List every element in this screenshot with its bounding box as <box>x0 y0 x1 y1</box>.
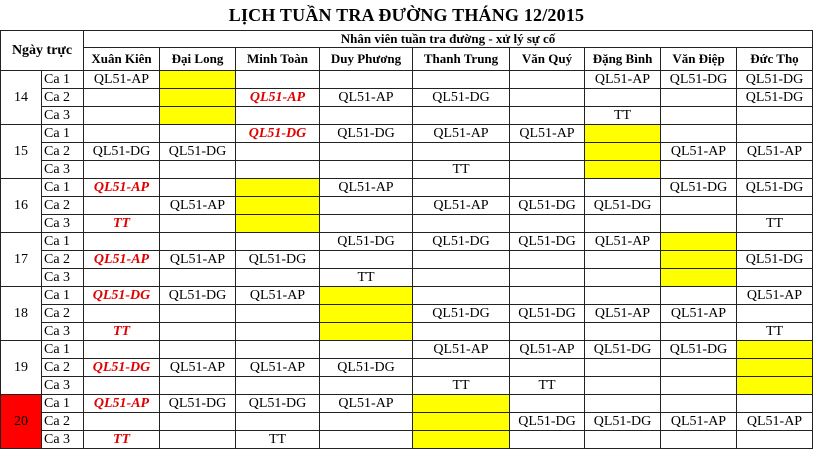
off-duty-cell <box>413 413 510 431</box>
schedule-cell <box>510 287 585 305</box>
schedule-cell: QL51-AP <box>236 287 320 305</box>
schedule-cell <box>160 341 236 359</box>
off-duty-cell <box>737 377 813 395</box>
schedule-cell: QL51-DG <box>737 89 813 107</box>
schedule-cell <box>413 215 510 233</box>
schedule-cell <box>585 359 661 377</box>
schedule-cell: QL51-DG <box>661 179 737 197</box>
schedule-cell: QL51-AP <box>585 305 661 323</box>
schedule-cell: QL51-AP <box>84 179 160 197</box>
schedule-cell <box>84 377 160 395</box>
schedule-cell: QL51-AP <box>160 251 236 269</box>
schedule-cell: QL51-DG <box>510 413 585 431</box>
schedule-cell: QL51-AP <box>84 71 160 89</box>
day-cell: 16 <box>1 179 42 233</box>
shift-label: Ca 1 <box>42 233 84 251</box>
schedule-cell <box>160 377 236 395</box>
schedule-cell <box>160 431 236 449</box>
schedule-cell <box>84 341 160 359</box>
schedule-cell: QL51-AP <box>585 233 661 251</box>
schedule-cell <box>661 215 737 233</box>
schedule-cell: QL51-DG <box>661 341 737 359</box>
schedule-cell <box>84 89 160 107</box>
schedule-cell <box>510 179 585 197</box>
schedule-row <box>1 89 813 107</box>
schedule-cell: QL51-DG <box>413 305 510 323</box>
schedule-cell <box>510 107 585 125</box>
schedule-cell <box>585 179 661 197</box>
schedule-cell: TT <box>413 161 510 179</box>
schedule-cell <box>320 71 413 89</box>
schedule-cell <box>661 377 737 395</box>
schedule-cell: QL51-DG <box>236 125 320 143</box>
schedule-cell <box>737 107 813 125</box>
schedule-cell <box>510 395 585 413</box>
schedule-cell: QL51-AP <box>160 197 236 215</box>
shift-label: Ca 1 <box>42 341 84 359</box>
shift-label: Ca 3 <box>42 269 84 287</box>
schedule-cell <box>84 413 160 431</box>
schedule-cell <box>510 269 585 287</box>
schedule-cell: TT <box>84 431 160 449</box>
schedule-cell <box>236 341 320 359</box>
schedule-cell <box>510 143 585 161</box>
schedule-cell <box>585 323 661 341</box>
schedule-cell <box>413 287 510 305</box>
shift-label: Ca 3 <box>42 431 84 449</box>
schedule-cell: TT <box>236 431 320 449</box>
staff-header: Xuân Kiên <box>84 48 160 71</box>
shift-label: Ca 3 <box>42 323 84 341</box>
schedule-cell: QL51-AP <box>84 251 160 269</box>
off-duty-cell <box>320 323 413 341</box>
schedule-cell: QL51-AP <box>413 341 510 359</box>
off-duty-cell <box>661 269 737 287</box>
schedule-cell <box>236 269 320 287</box>
staff-header: Minh Toàn <box>236 48 320 71</box>
schedule-cell <box>585 377 661 395</box>
schedule-cell <box>585 89 661 107</box>
schedule-cell <box>160 305 236 323</box>
off-duty-cell <box>320 305 413 323</box>
off-duty-cell <box>585 143 661 161</box>
schedule-cell <box>661 107 737 125</box>
schedule-row <box>1 395 813 413</box>
schedule-cell: QL51-AP <box>661 413 737 431</box>
schedule-cell: QL51-AP <box>320 89 413 107</box>
schedule-cell <box>320 107 413 125</box>
schedule-cell <box>236 143 320 161</box>
schedule-cell <box>413 359 510 377</box>
off-duty-cell <box>661 233 737 251</box>
schedule-cell <box>236 413 320 431</box>
schedule-cell: TT <box>320 269 413 287</box>
schedule-cell: QL51-AP <box>737 287 813 305</box>
schedule-cell <box>413 71 510 89</box>
day-cell: 15 <box>1 125 42 179</box>
off-duty-cell <box>661 251 737 269</box>
schedule-cell <box>661 323 737 341</box>
schedule-cell <box>160 215 236 233</box>
schedule-cell: QL51-AP <box>413 125 510 143</box>
schedule-cell <box>84 197 160 215</box>
schedule-cell: QL51-AP <box>320 179 413 197</box>
schedule-cell <box>320 197 413 215</box>
day-cell: 18 <box>1 287 42 341</box>
schedule-row <box>1 197 813 215</box>
schedule-cell: QL51-DG <box>585 413 661 431</box>
schedule-row <box>1 107 813 125</box>
schedule-cell <box>413 251 510 269</box>
schedule-cell <box>737 125 813 143</box>
shift-label: Ca 2 <box>42 89 84 107</box>
schedule-cell: QL51-DG <box>510 197 585 215</box>
schedule-row <box>1 143 813 161</box>
staff-header: Văn Điệp <box>661 48 737 71</box>
schedule-cell <box>661 125 737 143</box>
shift-label: Ca 2 <box>42 143 84 161</box>
schedule-row <box>1 269 813 287</box>
schedule-cell: QL51-AP <box>413 197 510 215</box>
schedule-cell <box>160 323 236 341</box>
staff-header: Đặng Bình <box>585 48 661 71</box>
schedule-cell <box>510 323 585 341</box>
schedule-cell: QL51-AP <box>510 341 585 359</box>
schedule-cell <box>320 215 413 233</box>
schedule-row <box>1 71 813 89</box>
shift-label: Ca 2 <box>42 305 84 323</box>
schedule-cell: TT <box>84 215 160 233</box>
schedule-cell <box>737 233 813 251</box>
day-cell: 14 <box>1 71 42 125</box>
schedule-cell <box>585 287 661 305</box>
schedule-table <box>0 30 813 449</box>
schedule-cell: QL51-DG <box>737 179 813 197</box>
schedule-cell: TT <box>84 323 160 341</box>
schedule-cell <box>320 377 413 395</box>
off-duty-cell <box>413 431 510 449</box>
schedule-cell <box>160 269 236 287</box>
schedule-cell <box>737 305 813 323</box>
schedule-cell: QL51-DG <box>236 395 320 413</box>
schedule-cell: QL51-DG <box>320 125 413 143</box>
off-duty-cell <box>737 341 813 359</box>
schedule-row <box>1 287 813 305</box>
schedule-cell: QL51-DG <box>661 71 737 89</box>
off-duty-cell <box>160 107 236 125</box>
schedule-cell <box>510 89 585 107</box>
schedule-cell <box>585 431 661 449</box>
schedule-cell <box>661 197 737 215</box>
schedule-cell <box>320 413 413 431</box>
shift-label: Ca 3 <box>42 107 84 125</box>
schedule-row <box>1 233 813 251</box>
schedule-cell: TT <box>585 107 661 125</box>
schedule-cell <box>236 323 320 341</box>
schedule-cell <box>84 233 160 251</box>
off-duty-cell <box>585 161 661 179</box>
schedule-cell <box>236 107 320 125</box>
schedule-cell <box>585 269 661 287</box>
schedule-row <box>1 179 813 197</box>
day-cell: 17 <box>1 233 42 287</box>
schedule-row <box>1 215 813 233</box>
page-title: LỊCH TUẦN TRA ĐƯỜNG THÁNG 12/2015 <box>228 5 585 25</box>
schedule-row <box>1 431 813 449</box>
schedule-cell <box>413 143 510 161</box>
schedule-row <box>1 341 813 359</box>
schedule-cell <box>160 125 236 143</box>
schedule-cell <box>737 197 813 215</box>
schedule-cell <box>585 215 661 233</box>
staff-header: Văn Quý <box>510 48 585 71</box>
schedule-cell: QL51-DG <box>737 251 813 269</box>
schedule-cell: QL51-AP <box>737 143 813 161</box>
off-duty-cell <box>160 71 236 89</box>
schedule-cell <box>661 287 737 305</box>
schedule-cell: QL51-DG <box>413 89 510 107</box>
day-cell: 20 <box>1 395 42 449</box>
schedule-row <box>1 125 813 143</box>
shift-label: Ca 1 <box>42 395 84 413</box>
shift-label: Ca 3 <box>42 161 84 179</box>
schedule-cell <box>84 269 160 287</box>
schedule-cell: QL51-DG <box>84 143 160 161</box>
off-duty-cell <box>737 359 813 377</box>
schedule-cell <box>413 269 510 287</box>
schedule-cell: QL51-AP <box>737 413 813 431</box>
schedule-cell <box>661 359 737 377</box>
schedule-cell: TT <box>737 215 813 233</box>
schedule-cell <box>585 251 661 269</box>
schedule-cell <box>413 107 510 125</box>
shift-label: Ca 3 <box>42 215 84 233</box>
schedule-cell: QL51-DG <box>84 287 160 305</box>
schedule-cell <box>160 233 236 251</box>
schedule-cell: QL51-DG <box>585 341 661 359</box>
schedule-cell <box>236 161 320 179</box>
schedule-cell: TT <box>413 377 510 395</box>
schedule-cell <box>320 143 413 161</box>
schedule-cell: QL51-DG <box>413 233 510 251</box>
schedule-cell: QL51-DG <box>585 197 661 215</box>
schedule-cell <box>510 251 585 269</box>
schedule-cell <box>661 161 737 179</box>
schedule-cell <box>661 89 737 107</box>
schedule-cell <box>737 395 813 413</box>
schedule-cell <box>413 323 510 341</box>
staff-header: Đại Long <box>160 48 236 71</box>
schedule-cell <box>510 71 585 89</box>
schedule-cell <box>737 269 813 287</box>
schedule-cell <box>236 305 320 323</box>
staff-header: Duy Phương <box>320 48 413 71</box>
schedule-row <box>1 323 813 341</box>
schedule-cell <box>320 341 413 359</box>
schedule-row <box>1 377 813 395</box>
schedule-cell: QL51-AP <box>510 125 585 143</box>
day-cell: 19 <box>1 341 42 395</box>
schedule-cell: QL51-DG <box>236 251 320 269</box>
ngay-truc-header: Ngày trực <box>1 31 84 71</box>
schedule-cell: QL51-DG <box>84 359 160 377</box>
schedule-cell <box>160 161 236 179</box>
schedule-cell <box>510 359 585 377</box>
staff-group-header: Nhân viên tuần tra đường - xử lý sự cố <box>84 31 813 48</box>
off-duty-cell <box>236 197 320 215</box>
schedule-cell: QL51-DG <box>737 71 813 89</box>
schedule-cell: QL51-DG <box>160 287 236 305</box>
schedule-row <box>1 161 813 179</box>
schedule-cell: QL51-DG <box>160 143 236 161</box>
schedule-cell: QL51-DG <box>160 395 236 413</box>
staff-header: Đức Thọ <box>737 48 813 71</box>
schedule-cell: QL51-DG <box>320 233 413 251</box>
schedule-cell: QL51-AP <box>661 305 737 323</box>
schedule-cell <box>236 233 320 251</box>
schedule-row <box>1 359 813 377</box>
shift-label: Ca 2 <box>42 413 84 431</box>
schedule-cell <box>320 251 413 269</box>
schedule-cell: QL51-AP <box>661 143 737 161</box>
schedule-row <box>1 413 813 431</box>
shift-label: Ca 1 <box>42 287 84 305</box>
off-duty-cell <box>320 287 413 305</box>
schedule-cell <box>160 413 236 431</box>
schedule-cell: QL51-AP <box>84 395 160 413</box>
schedule-cell <box>510 431 585 449</box>
off-duty-cell <box>413 395 510 413</box>
staff-header: Thanh Trung <box>413 48 510 71</box>
schedule-cell: QL51-DG <box>320 359 413 377</box>
schedule-cell <box>510 161 585 179</box>
off-duty-cell <box>236 179 320 197</box>
schedule-cell <box>160 179 236 197</box>
schedule-cell <box>236 377 320 395</box>
schedule-cell: TT <box>510 377 585 395</box>
shift-label: Ca 1 <box>42 71 84 89</box>
schedule-cell <box>320 431 413 449</box>
schedule-cell: TT <box>737 323 813 341</box>
shift-label: Ca 3 <box>42 377 84 395</box>
shift-label: Ca 1 <box>42 179 84 197</box>
schedule-cell: QL51-DG <box>510 305 585 323</box>
schedule-cell <box>661 431 737 449</box>
schedule-cell <box>236 71 320 89</box>
shift-label: Ca 2 <box>42 197 84 215</box>
schedule-cell <box>320 161 413 179</box>
schedule-cell <box>84 161 160 179</box>
shift-label: Ca 2 <box>42 359 84 377</box>
schedule-cell <box>737 431 813 449</box>
off-duty-cell <box>585 125 661 143</box>
schedule-cell <box>510 215 585 233</box>
schedule-row <box>1 305 813 323</box>
shift-label: Ca 1 <box>42 125 84 143</box>
schedule-cell <box>413 179 510 197</box>
schedule-cell <box>84 125 160 143</box>
schedule-cell <box>84 305 160 323</box>
schedule-cell: QL51-DG <box>510 233 585 251</box>
shift-label: Ca 2 <box>42 251 84 269</box>
off-duty-cell <box>160 89 236 107</box>
schedule-cell <box>737 161 813 179</box>
schedule-cell: QL51-AP <box>160 359 236 377</box>
schedule-cell <box>585 395 661 413</box>
schedule-cell: QL51-AP <box>236 89 320 107</box>
schedule-cell <box>84 107 160 125</box>
schedule-row <box>1 251 813 269</box>
schedule-cell: QL51-AP <box>236 359 320 377</box>
schedule-cell: QL51-AP <box>585 71 661 89</box>
schedule-cell: QL51-AP <box>320 395 413 413</box>
schedule-cell <box>661 395 737 413</box>
off-duty-cell <box>236 215 320 233</box>
